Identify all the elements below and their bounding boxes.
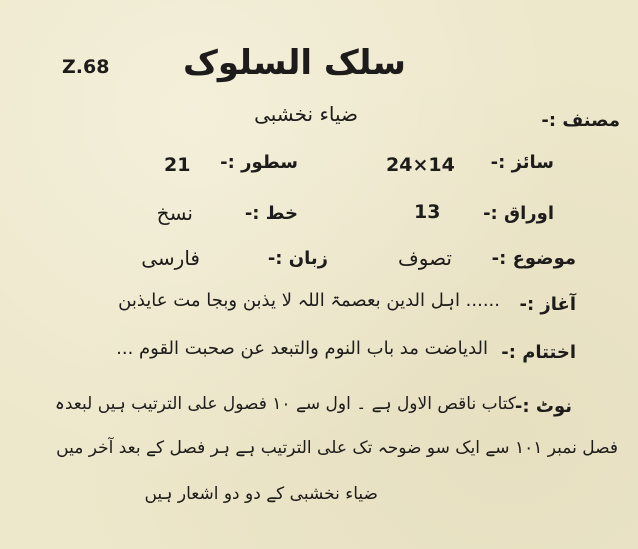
explicit-text: الدیاضت مد باب النوم والتبعد عن صحبت القوم ... xyxy=(116,338,488,359)
note-line-2: فصل نمبر ۱۰۱ سے ایک سو ضوحہ تک علی الترتیب ہے ہر فصل کے بعد آخر میں xyxy=(56,438,618,458)
incipit-text: ...... اہل الدین بعصمۃ اللہ لا یذبن وبجا مت عایذبن xyxy=(118,290,500,311)
subject-label: موضوع :- xyxy=(491,248,576,269)
script-label: خط :- xyxy=(244,203,298,224)
language-value: فارسی xyxy=(141,246,200,270)
folios-value: 13 xyxy=(414,201,441,223)
folios-label: اوراق :- xyxy=(483,203,554,224)
size-value: 24×14 xyxy=(386,154,455,176)
author-label: مصنف :- xyxy=(541,110,620,131)
note-label: نوٹ :- xyxy=(514,396,572,417)
script-value: نسخ xyxy=(156,201,193,225)
incipit-label: آغاز :- xyxy=(519,294,576,315)
subject-value: تصوف xyxy=(398,246,452,270)
size-label: سائز :- xyxy=(490,152,554,173)
author-value: ضیاء نخشبی xyxy=(254,102,358,126)
catalog-ref: Z.68 xyxy=(62,56,110,78)
bleed-through xyxy=(78,120,598,520)
lines-label: سطور :- xyxy=(220,152,298,173)
manuscript-title: سلک السلوک xyxy=(183,43,406,83)
explicit-label: اختتام :- xyxy=(501,342,576,363)
lines-value: 21 xyxy=(164,154,191,176)
note-line-3: ضیاء نخشبی کے دو دو اشعار ہیں xyxy=(144,484,378,504)
language-label: زبان :- xyxy=(267,248,328,269)
note-line-1: کتاب ناقص الاول ہے ۔ اول سے ۱۰ فصول علی الترتیب ہیں لبعدہ xyxy=(54,394,516,414)
